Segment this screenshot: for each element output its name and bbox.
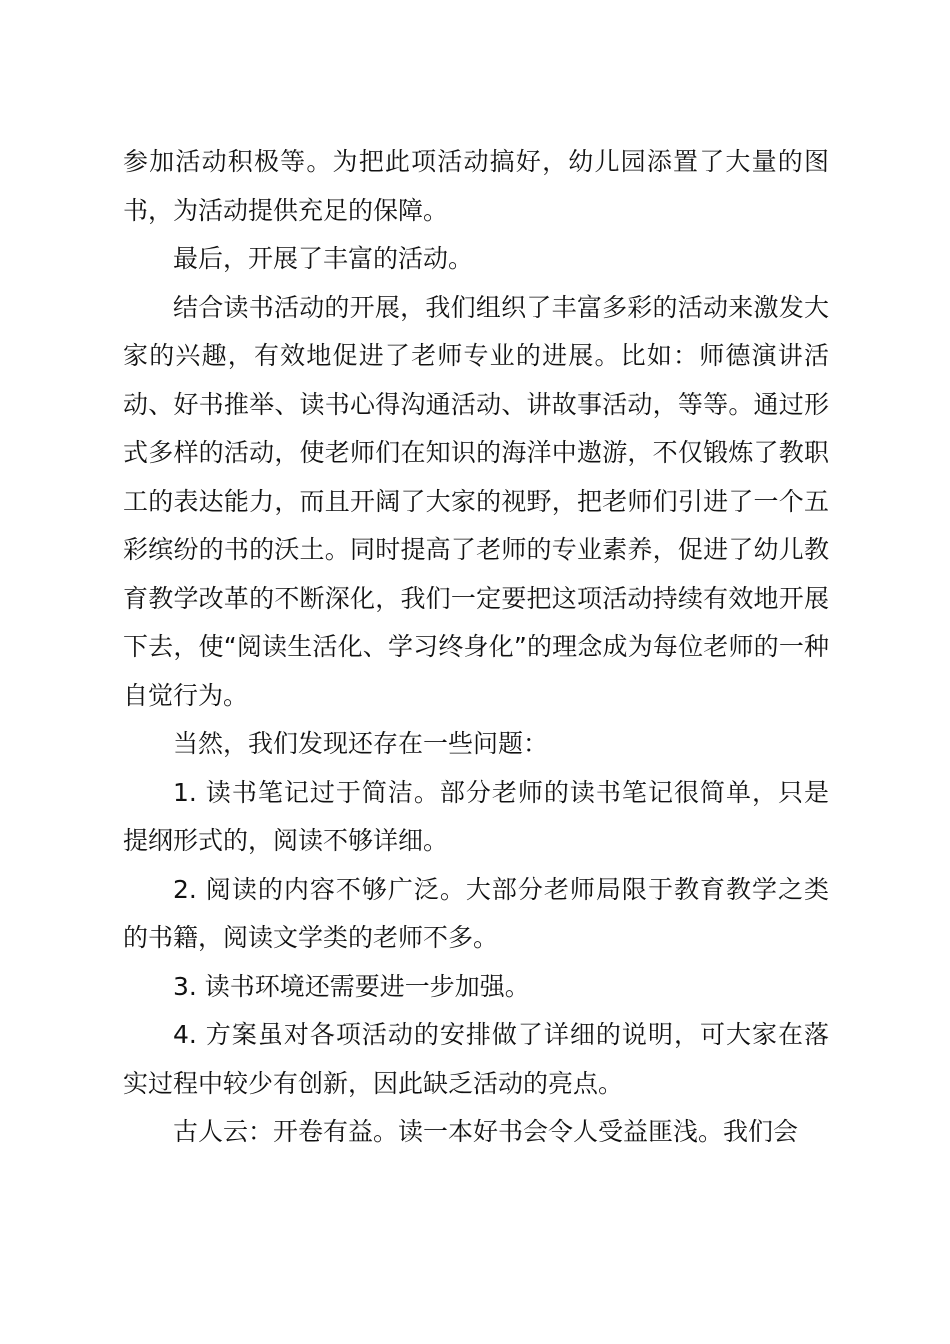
problem-item-4: 4. 方案虽对各项活动的安排做了详细的说明，可大家在落实过程中较少有创新，因此缺乏活动的亮点。 bbox=[123, 1020, 829, 1098]
document-body bbox=[123, 138, 829, 1157]
paragraph-closing: 古人云：开卷有益。读一本好书会令人受益匪浅。我们会 bbox=[173, 1117, 799, 1146]
problem-item-3: 3. 读书环境还需要进一步加强。 bbox=[173, 971, 530, 1001]
paragraph-activities-detail: 结合读书活动的开展，我们组织了丰富多彩的活动来激发大家的兴趣，有效地促进了老师专业的进展。比如：师德演讲活动、好书推举、读书心得沟通活动、讲故事活动，等等。通过形式多样的活动，使老师们在知识的海洋中遨游，不仅锻炼了教职工的表达能力，而且开阔了大家的视野，把老师们引进了一个五彩缤纷的书的沃土。同时提高了老师的专业素养，促进了幼儿教育教学改革的不断深化，我们一定要把这项活动持续有效地开展下去，使“阅读生活化、学习终身化”的理念成为每位老师的一种自觉行为。 bbox=[123, 292, 829, 710]
paragraph-activities-heading: 最后，开展了丰富的活动。 bbox=[173, 244, 474, 273]
paragraph-problems-intro: 当然，我们发现还存在一些问题： bbox=[173, 729, 549, 758]
problem-item-1: 1. 读书笔记过于简洁。部分老师的读书笔记很简单，只是提纲形式的，阅读不够详细。 bbox=[123, 777, 829, 855]
paragraph-continuation: 参加活动积极等。为把此项活动搞好，幼儿园添置了大量的图书，为活动提供充足的保障。 bbox=[123, 147, 829, 225]
problem-item-2: 2. 阅读的内容不够广泛。大部分老师局限于教育教学之类的书籍，阅读文学类的老师不多。 bbox=[123, 874, 829, 952]
